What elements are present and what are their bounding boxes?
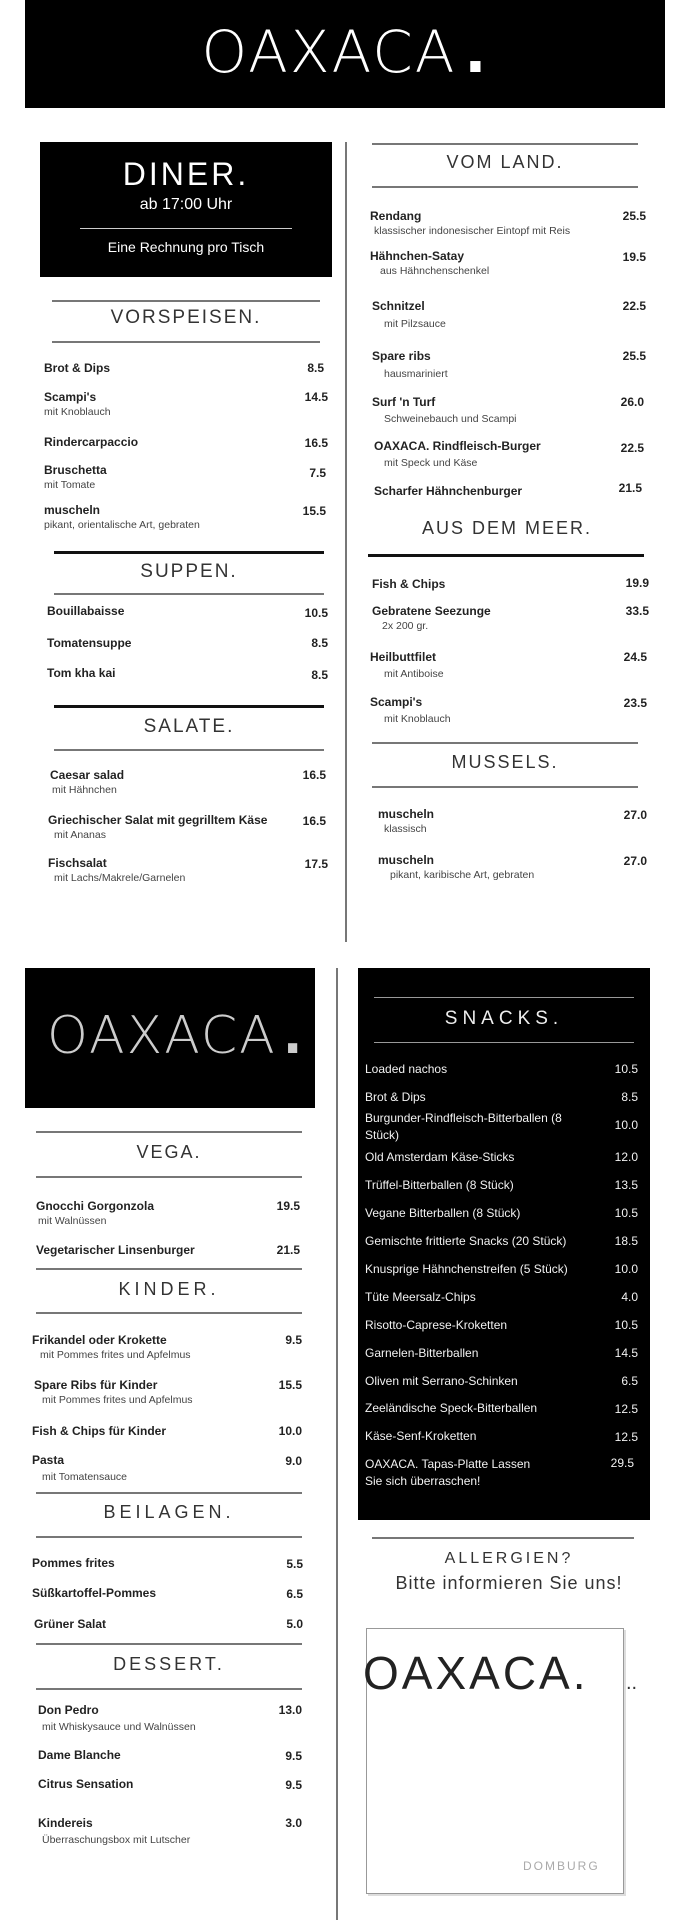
- menu-item: Fischsalat mit Lachs/Makrele/Garnelen: [48, 856, 186, 884]
- snack-price: 8.5: [621, 1090, 638, 1104]
- snack-item: Garnelen-Bitterballen: [365, 1346, 479, 1360]
- menu-item-price: 7.5: [309, 466, 326, 480]
- menu-item-price: 9.5: [285, 1778, 302, 1792]
- menu-item-price: 16.5: [304, 436, 328, 450]
- snack-price: 12.0: [614, 1150, 638, 1164]
- menu-item-price: 13.0: [278, 1703, 302, 1717]
- menu-item: muscheln pikant, orientalische Art, gebraten: [44, 503, 200, 531]
- menu-item-price: 9.5: [285, 1333, 302, 1347]
- card-dots: ..: [626, 1672, 638, 1694]
- divider: [36, 1643, 302, 1645]
- menu-item-price: 21.5: [276, 1243, 300, 1257]
- menu-item: muscheln klassisch: [378, 807, 435, 835]
- card-logo: OAXACA.: [363, 1647, 589, 1699]
- divider: [368, 554, 644, 557]
- snack-price: 12.5: [614, 1402, 638, 1416]
- brand-logo: OAXACA: [201, 18, 457, 86]
- brand-dot: .: [282, 1006, 305, 1066]
- divider: [36, 1312, 302, 1314]
- menu-item: Fish & Chips: [372, 577, 446, 591]
- menu-item-price: 25.5: [622, 349, 646, 363]
- snack-price: 18.5: [614, 1234, 638, 1248]
- divider: [36, 1268, 302, 1270]
- menu-item: Gebratene Seezunge 2x 200 gr.: [372, 604, 491, 632]
- salate-title: SALATE.: [143, 716, 235, 737]
- menu-item-price: 10.5: [304, 606, 328, 620]
- menu-item-price: 27.0: [623, 854, 647, 868]
- menu-item: Pommes frites: [32, 1556, 115, 1570]
- vorspeisen-title: VORSPEISEN.: [110, 307, 262, 328]
- snack-price: 4.0: [621, 1290, 638, 1304]
- menu-item: Scampi's mit Knoblauch: [370, 695, 451, 725]
- menu-item-price: 24.5: [623, 650, 647, 664]
- menu-item: Spare ribs hausmariniert: [372, 349, 448, 380]
- menu-item-price: 16.5: [302, 814, 326, 828]
- menu-item-price: 8.5: [307, 361, 324, 375]
- snack-price: 14.5: [614, 1346, 638, 1360]
- snack-item: Brot & Dips: [365, 1090, 426, 1104]
- menu-item-price: 27.0: [623, 808, 647, 822]
- menu-item-price: 17.5: [304, 857, 328, 871]
- menu-item: Süßkartoffel-Pommes: [32, 1586, 157, 1600]
- menu-item: Brot & Dips: [44, 361, 110, 375]
- divider: [54, 551, 324, 554]
- menu-item-price: 19.5: [622, 250, 646, 264]
- divider: [372, 742, 638, 744]
- snack-price: 10.0: [614, 1262, 638, 1276]
- snack-price: 12.5: [614, 1430, 638, 1444]
- menu-item-price: 19.5: [276, 1199, 300, 1213]
- diner-time: ab 17:00 Uhr: [139, 196, 233, 213]
- diner-divider: [80, 228, 292, 229]
- menu-item: Don Pedro mit Whiskysauce und Walnüssen: [38, 1703, 196, 1733]
- menu-item-price: 16.5: [302, 768, 326, 782]
- menu-item: Heilbuttfilet mit Antiboise: [370, 650, 444, 680]
- menu-item: Bruschetta mit Tomate: [44, 463, 107, 491]
- allergy-question: ALLERGIEN?: [444, 1550, 574, 1567]
- menu-item: Vegetarischer Linsenburger: [36, 1243, 195, 1257]
- divider: [372, 1537, 634, 1539]
- page2-divider: [336, 968, 338, 1920]
- menu-item: Surf 'n Turf Schweinebauch und Scampi: [372, 395, 517, 425]
- snack-item: Old Amsterdam Käse-Sticks: [365, 1150, 515, 1164]
- divider: [52, 300, 320, 302]
- snack-item: Oliven mit Serrano-Schinken: [365, 1374, 518, 1388]
- menu-item-price: 22.5: [620, 441, 644, 455]
- divider: [54, 593, 324, 595]
- menu-item-price: 22.5: [622, 299, 646, 313]
- snack-item: OAXACA. Tapas-Platte Lassen Sie sich überraschen!: [365, 1457, 531, 1488]
- divider: [372, 143, 638, 145]
- menu-item: Gnocchi Gorgonzola mit Walnüssen: [36, 1199, 155, 1227]
- menu-item-price: 6.5: [286, 1587, 303, 1601]
- divider: [54, 749, 324, 751]
- beilagen-title: BEILAGEN.: [103, 1502, 235, 1522]
- snack-price: 6.5: [621, 1374, 638, 1388]
- menu-item: Bouillabaisse: [47, 604, 125, 618]
- snacks-rule-top: [374, 997, 634, 998]
- menu-item-price: 9.5: [285, 1749, 302, 1763]
- divider: [54, 705, 324, 708]
- diner-box: [40, 142, 332, 277]
- menu-item: Frikandel oder Krokette mit Pommes frites und Apfelmus: [32, 1333, 191, 1361]
- menu-item: Spare Ribs für Kinder mit Pommes frites und Apfelmus: [34, 1378, 193, 1406]
- menu-item: Caesar salad mit Hähnchen: [50, 768, 125, 796]
- logo-card: [363, 1628, 624, 1894]
- menu-item-price: 15.5: [302, 504, 326, 518]
- menu-item-price: 15.5: [278, 1378, 302, 1392]
- menu-item-price: 21.5: [618, 481, 642, 495]
- menu-item-price: 9.0: [285, 1454, 302, 1468]
- snack-item: Risotto-Caprese-Kroketten: [365, 1318, 508, 1332]
- snack-item: Zeeländische Speck-Bitterballen: [365, 1401, 538, 1415]
- menu-item: Kindereis Überraschungsbox mit Lutscher: [38, 1816, 191, 1846]
- snack-price: 10.5: [614, 1062, 638, 1076]
- diner-note: Eine Rechnung pro Tisch: [107, 239, 265, 255]
- brand-dot: .: [464, 18, 489, 86]
- kinder-title: KINDER.: [118, 1279, 220, 1299]
- snack-item: Käse-Senf-Kroketten: [365, 1429, 477, 1443]
- menu-item-price: 5.0: [286, 1617, 303, 1631]
- snack-price: 13.5: [614, 1178, 638, 1192]
- snack-item: Vegane Bitterballen (8 Stück): [365, 1206, 521, 1220]
- snack-item: Loaded nachos: [365, 1062, 448, 1076]
- menu-item-price: 26.0: [620, 395, 644, 409]
- menu-item-price: 3.0: [285, 1816, 302, 1830]
- suppen-title: SUPPEN.: [140, 561, 238, 582]
- menu-item: Grüner Salat: [34, 1617, 107, 1631]
- menu-item: Tomatensuppe: [47, 636, 132, 650]
- divider: [372, 186, 638, 188]
- snack-price: 10.5: [614, 1206, 638, 1220]
- snack-item: Tüte Meersalz-Chips: [365, 1290, 476, 1304]
- divider: [36, 1176, 302, 1178]
- menu-item-price: 33.5: [625, 604, 649, 618]
- divider: [52, 341, 320, 343]
- snack-price: 29.5: [610, 1456, 634, 1470]
- menu-item-price: 19.9: [625, 576, 649, 590]
- snack-item: Gemischte frittierte Snacks (20 Stück): [365, 1234, 567, 1248]
- divider: [36, 1492, 302, 1494]
- menu-item: Citrus Sensation: [38, 1777, 134, 1791]
- menu-item-price: 23.5: [623, 696, 647, 710]
- snack-price: 10.5: [614, 1318, 638, 1332]
- allergy-note: Bitte informieren Sie uns!: [395, 1573, 623, 1593]
- menu-item: OAXACA. Rindfleisch-Burger mit Speck und Käse: [374, 439, 541, 469]
- menu-item: Tom kha kai: [47, 666, 116, 680]
- brand-logo: OAXACA: [47, 1006, 277, 1066]
- menu-item-price: 8.5: [311, 636, 328, 650]
- page2-logo-banner: [25, 968, 315, 1108]
- dessert-title: DESSERT.: [113, 1654, 225, 1674]
- menu-item: Scampi's mit Knoblauch: [44, 390, 111, 418]
- menu-item: Rindercarpaccio: [44, 435, 139, 449]
- menu-item-price: 14.5: [304, 390, 328, 404]
- mussels-title: MUSSELS.: [451, 752, 559, 772]
- menu-item-price: 8.5: [311, 668, 328, 682]
- menu-item: Dame Blanche: [38, 1748, 121, 1762]
- top-logo-banner: [25, 0, 665, 108]
- snack-item: Knusprige Hähnchenstreifen (5 Stück): [365, 1262, 568, 1276]
- menu-item: Rendang klassischer indonesischer Eintopf mit Reis: [370, 209, 571, 237]
- snacks-title: SNACKS.: [444, 1008, 564, 1029]
- location-label: DOMBURG: [523, 1859, 600, 1873]
- vom-land-title: VOM LAND.: [446, 152, 564, 172]
- aus-dem-meer-title: AUS DEM MEER.: [421, 518, 593, 538]
- snacks-rule-bottom: [374, 1042, 634, 1043]
- divider: [36, 1131, 302, 1133]
- menu-item-price: 10.0: [278, 1424, 302, 1438]
- menu-item: Hähnchen-Satay aus Hähnchenschenkel: [370, 249, 490, 277]
- snack-price: 10.0: [614, 1118, 638, 1132]
- menu-item: Griechischer Salat mit gegrilltem Käse mit Ananas: [48, 813, 268, 841]
- menu-item: Pasta mit Tomatensauce: [32, 1453, 128, 1483]
- diner-title: DINER.: [122, 156, 250, 192]
- vega-title: VEGA.: [136, 1142, 202, 1162]
- menu-item: Schnitzel mit Pilzsauce: [372, 299, 446, 330]
- menu-item-price: 5.5: [286, 1557, 303, 1571]
- menu-item: Fish & Chips für Kinder: [32, 1424, 167, 1438]
- divider: [372, 786, 638, 788]
- menu-item-price: 25.5: [622, 209, 646, 223]
- menu-item: muscheln pikant, karibische Art, gebraten: [378, 853, 535, 881]
- menu-item: Scharfer Hähnchenburger: [374, 484, 523, 498]
- page1-divider: [345, 142, 347, 942]
- divider: [36, 1536, 302, 1538]
- snack-item: Burgunder-Rindfleisch-Bitterballen (8 Stück): [365, 1111, 562, 1142]
- divider: [36, 1688, 302, 1690]
- snack-item: Trüffel-Bitterballen (8 Stück): [365, 1178, 514, 1192]
